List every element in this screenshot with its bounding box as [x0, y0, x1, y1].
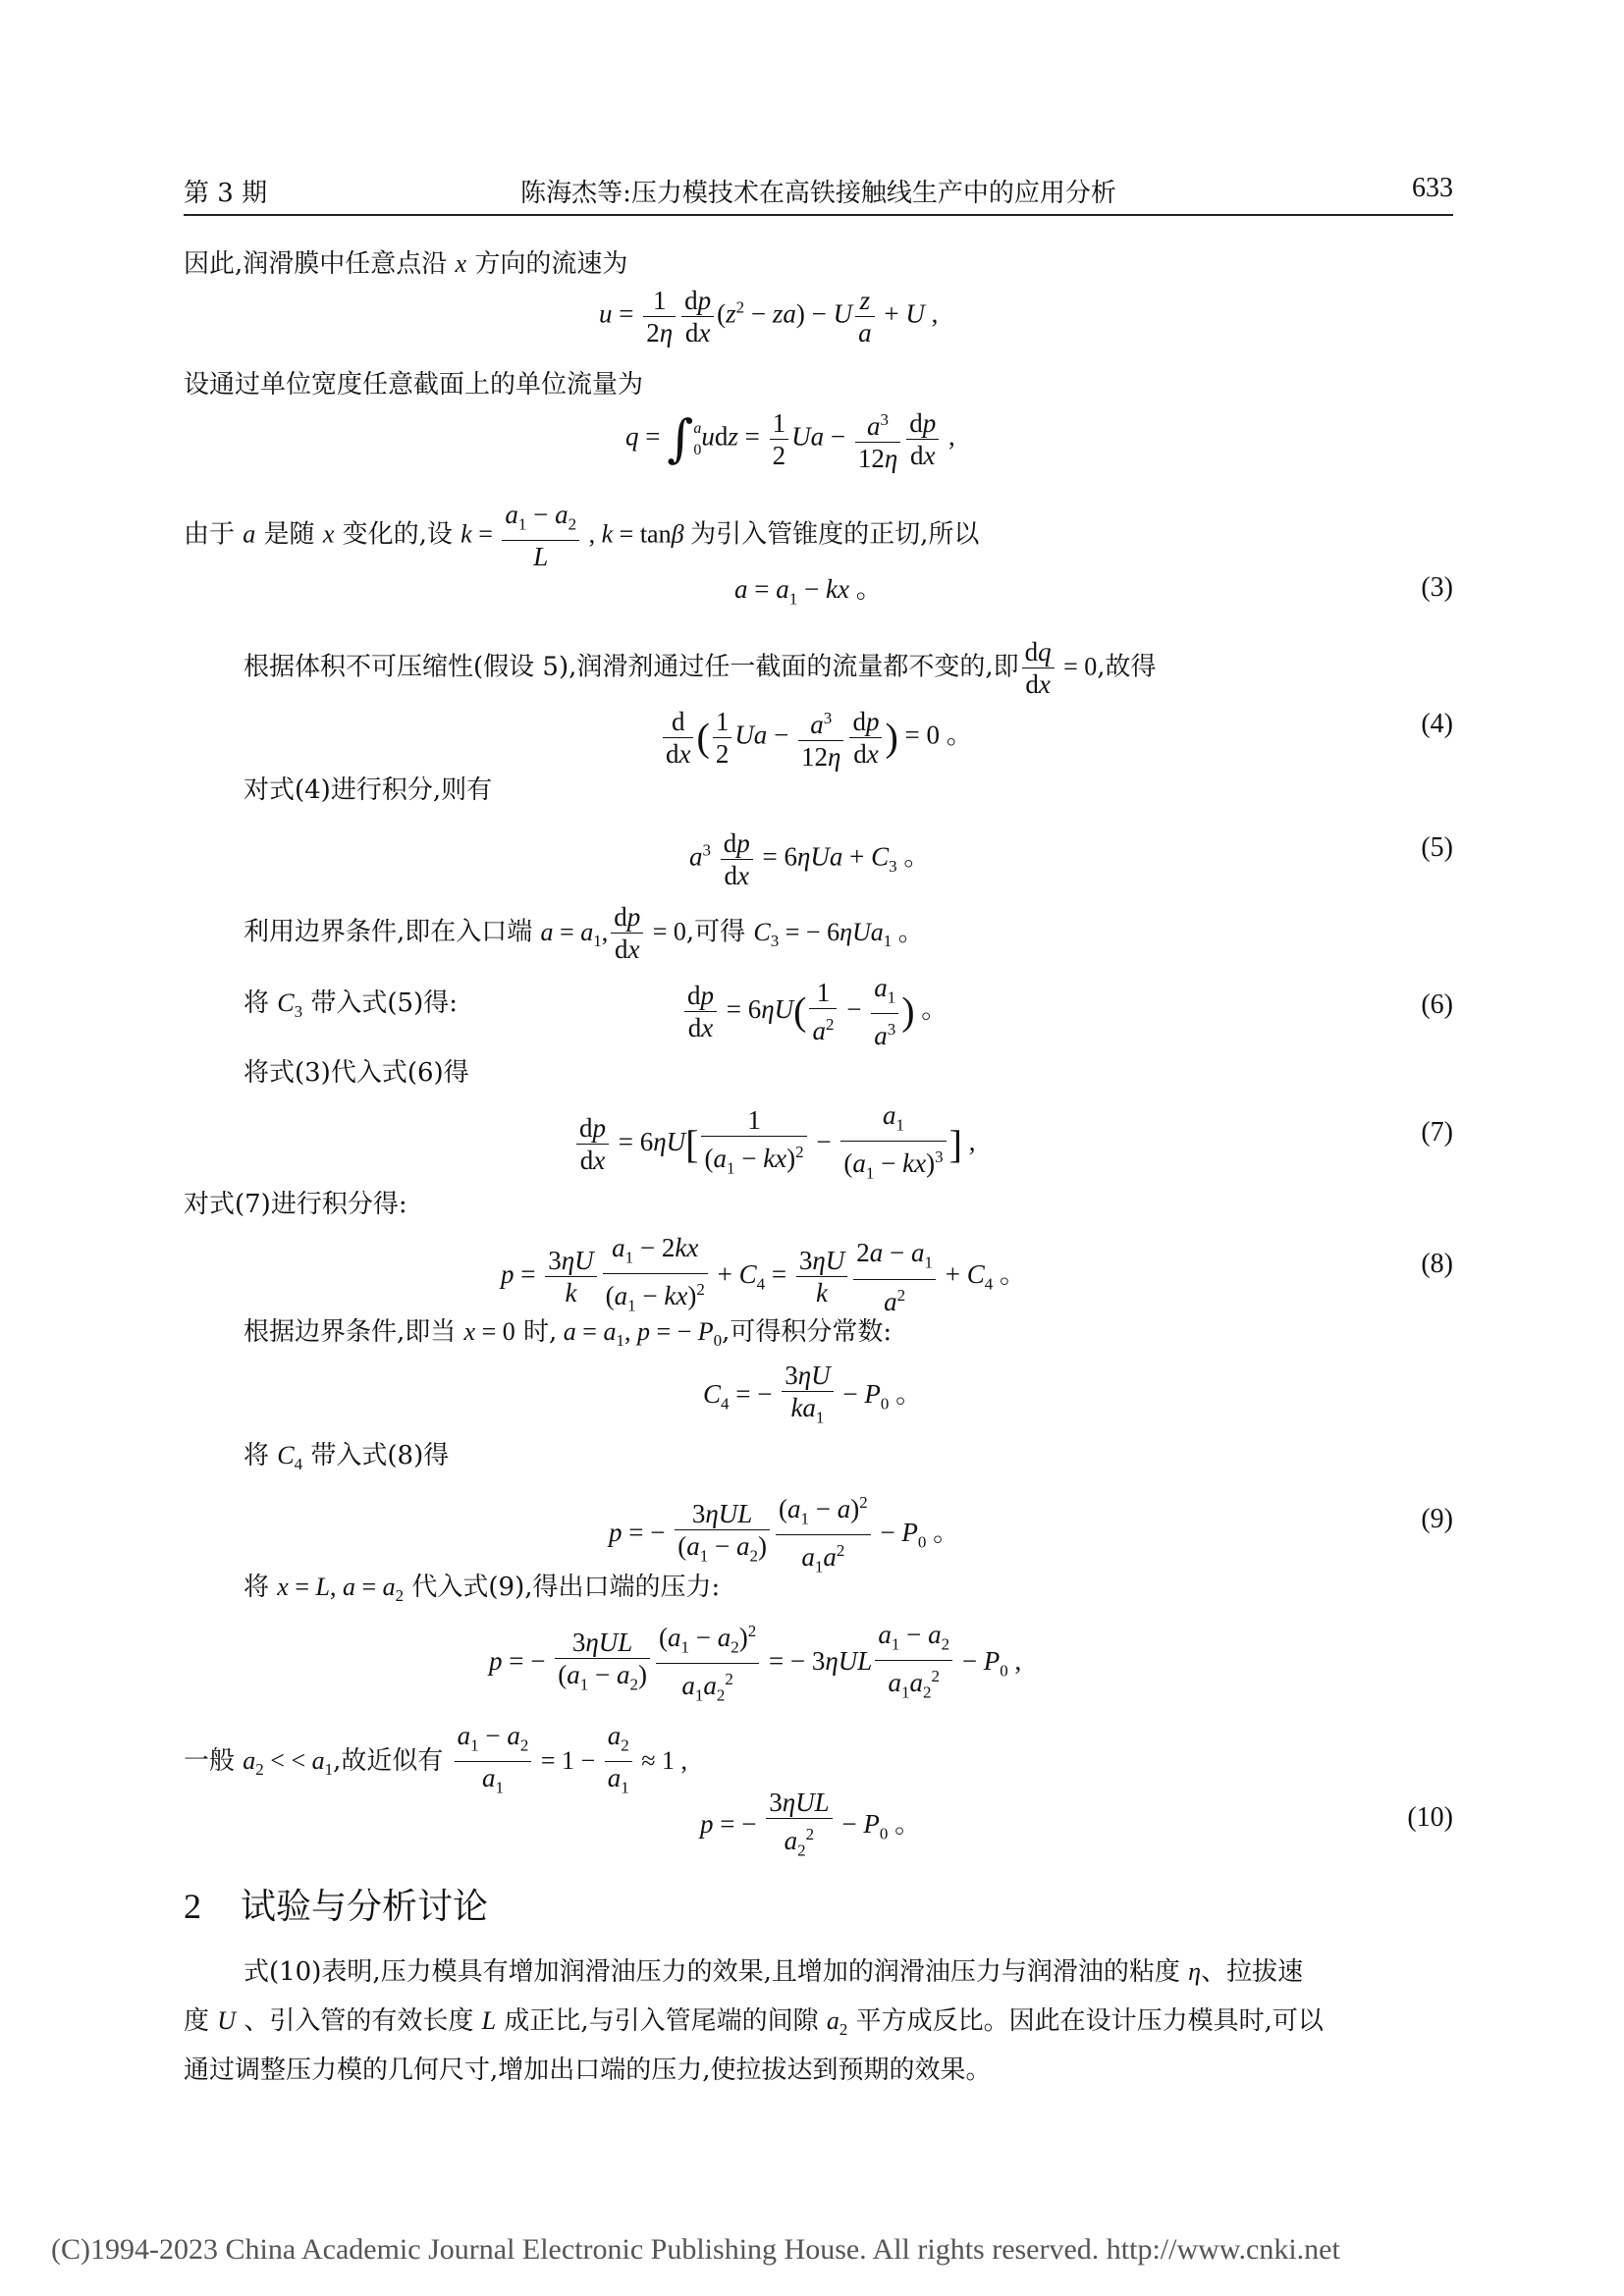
section-heading [184, 1879, 488, 1929]
text-line: 根据边界条件,即当 x = 0 时, $a = a_1$, p = − $P_0$,可得积分常数: [244, 1317, 893, 1351]
text-line: 将 $C_3$ 带入式(5)得: [244, 988, 458, 1022]
text-line: 设通过单位宽度任意截面上的单位流量为 [184, 370, 644, 400]
text-line: 一般 $a_2$ < < $a_1$,故近似有 $\frac{a_1 - a_2}{a_1}$ = 1 − $\frac{a_2}{a_1}$ ≈ 1 , [184, 1721, 687, 1797]
equation-number-4: (4) [1421, 709, 1453, 739]
equation-9: p = − $\frac{\text{3ηUL}}{(a_1 - a_2)}$ $\frac{(a_1 - a)^2}{a_1a^2}$ − $P_0$ 。 [609, 1487, 959, 1583]
equation-u: u = $\frac{1}{2\eta}$ $\frac{dp}{dx}$ $(z^2 - za) - U$ $\frac{z}{a}$ + U , [599, 286, 939, 347]
text-line: 根据体积不可压缩性(假设 5),润滑剂通过任一截面的流量都不变的,即 $\frac{dq}{dx}$ = 0,故得 [244, 637, 1157, 699]
issue-number: 第 3 期 [184, 179, 268, 208]
text-line: 将 x = L, $a = a_2$ 代入式(9),得出口端的压力: [244, 1573, 721, 1606]
equation-number-5: (5) [1421, 832, 1453, 863]
equation-number-8: (8) [1421, 1249, 1453, 1279]
equation-8: p = $\frac{3\eta U}{k}$ $\frac{a_1 - 2kx}{(a_1 - kx)^2}$ + $C_4$ = $\frac{3\eta U}{k}$ $\frac{2a - a_1}{a^2}$ + $C_4$ 。 [501, 1233, 1026, 1316]
equation-number-7: (7) [1421, 1117, 1453, 1148]
text-line: 利用边界条件,即在入口端 $a = a_1$, $\frac{dp}{dx}$ = 0,可得 $C_3$ = − 6ηUa$_1$ 。 [244, 902, 924, 964]
text-line: 因此,润滑膜中任意点沿 x 方向的流速为 [184, 249, 628, 279]
section-title: 试验与分析讨论 [241, 1887, 489, 1927]
section-number: 2 [184, 1887, 201, 1926]
equation-number-10: (10) [1407, 1802, 1453, 1833]
text-line: 将式(3)代入式(6)得 [244, 1058, 469, 1088]
page-number: 633 [1412, 173, 1453, 203]
running-title: 陈海杰等:压力模技术在高铁接触线生产中的应用分析 [520, 179, 1116, 208]
paragraph-line: 度 U 、引入管的有效长度 L 成正比,与引入管尾端的间隙 $a_2$ 平方成反比。因此在设计压力模具时,可以 [184, 2006, 1324, 2040]
equation-number-6: (6) [1421, 989, 1453, 1020]
equation-5: $a^3$ $\frac{dp}{dx}$ = $6\eta Ua + C_3$ 。 [689, 828, 931, 890]
running-header [184, 173, 1453, 212]
text-line: 由于 a 是随 x 变化的,设 k = $\frac{a_1 - a_2}{L}$ , k = tanβ 为引入管锥度的正切,所以 [184, 500, 980, 572]
paragraph-line: 式(10)表明,压力模具有增加润滑油压力的效果,且增加的润滑油压力与润滑油的粘度 η、拉拔速 [244, 1957, 1304, 1987]
equation-q: q = ∫a 0udz = $\frac{1}{2}$ Ua − $\frac{a^3}{12\eta}$ $\frac{dp}{dx}$ , [625, 404, 955, 474]
equation-c4: $C_4$ = − $\frac{3\eta U}{ka_1}$ − $P_0$ 。 [703, 1361, 923, 1427]
header-rule [184, 214, 1453, 216]
equation-4: $\frac{d}{dx}$ ( $\frac{1}{2}$ Ua − $\frac{a^3}{12\eta}$ $\frac{dp}{dx}$ ) = 0 。 [660, 703, 973, 773]
paragraph-line: 通过调整压力模的几何尺寸,增加出口端的压力,使拉拔达到预期的效果。 [184, 2056, 992, 2085]
equation-3: $a = a_1$ − kx 。 [734, 574, 883, 609]
text-line: 对式(4)进行积分,则有 [244, 775, 493, 805]
equation-number-3: (3) [1421, 572, 1453, 603]
text-line: 将 $C_4$ 带入式(8)得 [244, 1441, 450, 1474]
equation-number-9: (9) [1421, 1504, 1453, 1534]
equation-6: $\frac{dp}{dx}$ = 6ηU( $\frac{1}{a^2}$ − $\frac{a_1}{a^3}$ ) 。 [681, 972, 947, 1051]
copyright-footer: (C)1994-2023 China Academic Journal Electronic Publishing House. All rights reserved. http://www.cnki.net [51, 2233, 1340, 2266]
text-line: 对式(7)进行积分得: [184, 1190, 407, 1219]
equation-10: p = − $\frac{\text{3ηUL}}{a_2^2}$ − $P_0$ 。 [700, 1788, 922, 1860]
equation-7: $\frac{dp}{dx}$ = 6ηU[ $\frac{1}{(a_1 - kx)^2}$ − $\frac{a_1}{(a_1 - kx)^3}$ ] , [573, 1099, 975, 1190]
equation-outlet-pressure: p = − $\frac{\text{3ηUL}}{(a_1 - a_2)}$ $\frac{(a_1 - a_2)^2}{a_1a_2^2}$ = − 3ηUL $\frac{a_1 - a_2}{a_1a_2^2}$ − $P_0$ , [489, 1616, 1021, 1712]
